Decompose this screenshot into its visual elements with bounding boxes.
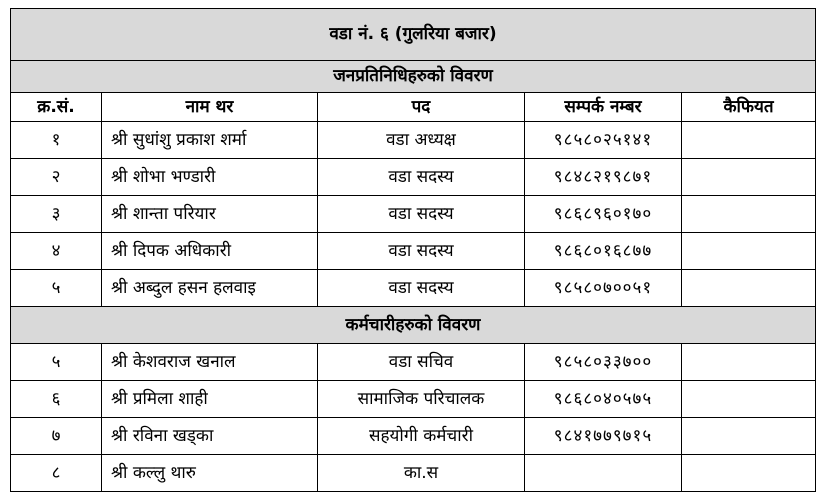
person-name: श्री रविना खड्का (102, 418, 318, 455)
contact-number: ९८५८०३३७०० (525, 344, 682, 381)
remarks-cell (682, 418, 816, 455)
representatives-section-heading: जनप्रतिनिधिहरुको विवरण (11, 61, 816, 93)
table-row (11, 159, 816, 196)
column-header-row (11, 93, 816, 122)
contact-number: ९८६८०४०५७५ (525, 381, 682, 418)
serial-number: ८ (11, 455, 102, 492)
serial-number: २ (11, 159, 102, 196)
person-name: श्री केशवराज खनाल (102, 344, 318, 381)
serial-number: ५ (11, 270, 102, 307)
person-post: वडा सचिव (318, 344, 525, 381)
person-name: श्री प्रमिला शाही (102, 381, 318, 418)
person-post: वडा सदस्य (318, 233, 525, 270)
contact-number (525, 455, 682, 492)
person-post: वडा सदस्य (318, 270, 525, 307)
column-header-remarks: कैफियत (682, 93, 816, 122)
person-name: श्री अब्दुल हसन हलवाइ (102, 270, 318, 307)
remarks-cell (682, 159, 816, 196)
person-post: सहयोगी कर्मचारी (318, 418, 525, 455)
table-row (11, 122, 816, 159)
serial-number: ५ (11, 344, 102, 381)
staff-section-row (11, 307, 816, 344)
table-row (11, 344, 816, 381)
column-header-post: पद (318, 93, 525, 122)
table-row (11, 381, 816, 418)
person-post: वडा अध्यक्ष (318, 122, 525, 159)
table-row (11, 418, 816, 455)
remarks-cell (682, 455, 816, 492)
representatives-section-row (11, 61, 816, 93)
serial-number: १ (11, 122, 102, 159)
remarks-cell (682, 381, 816, 418)
serial-number: ४ (11, 233, 102, 270)
serial-number: ७ (11, 418, 102, 455)
person-post: वडा सदस्य (318, 196, 525, 233)
serial-number: ३ (11, 196, 102, 233)
remarks-cell (682, 122, 816, 159)
column-header-phone: सम्पर्क नम्बर (525, 93, 682, 122)
remarks-cell (682, 344, 816, 381)
title-row (11, 9, 816, 61)
person-post: सामाजिक परिचालक (318, 381, 525, 418)
contact-number: ९८६८०१६८७७ (525, 233, 682, 270)
person-name: श्री दिपक अधिकारी (102, 233, 318, 270)
table-row (11, 196, 816, 233)
table-row (11, 233, 816, 270)
table-row (11, 455, 816, 492)
person-name: श्री शान्ता परियार (102, 196, 318, 233)
contact-number: ९८४८२१९८७१ (525, 159, 682, 196)
column-header-name: नाम थर (102, 93, 318, 122)
remarks-cell (682, 196, 816, 233)
contact-number: ९८५८०२५१४१ (525, 122, 682, 159)
contact-number: ९८६८९६०१७० (525, 196, 682, 233)
table-row (11, 270, 816, 307)
contact-number: ९८५८०७००५१ (525, 270, 682, 307)
person-name: श्री सुधांशु प्रकाश शर्मा (102, 122, 318, 159)
column-header-sn: क्र.सं. (11, 93, 102, 122)
person-name: श्री कल्लु थारु (102, 455, 318, 492)
contact-number: ९८४१७७९७१५ (525, 418, 682, 455)
staff-section-heading: कर्मचारीहरुको विवरण (11, 307, 816, 344)
person-post: का.स (318, 455, 525, 492)
person-post: वडा सदस्य (318, 159, 525, 196)
serial-number: ६ (11, 381, 102, 418)
ward-title: वडा नं. ६ (गुलरिया बजार) (11, 9, 816, 61)
remarks-cell (682, 233, 816, 270)
person-name: श्री शोभा भण्डारी (102, 159, 318, 196)
remarks-cell (682, 270, 816, 307)
ward-info-table (10, 8, 816, 492)
